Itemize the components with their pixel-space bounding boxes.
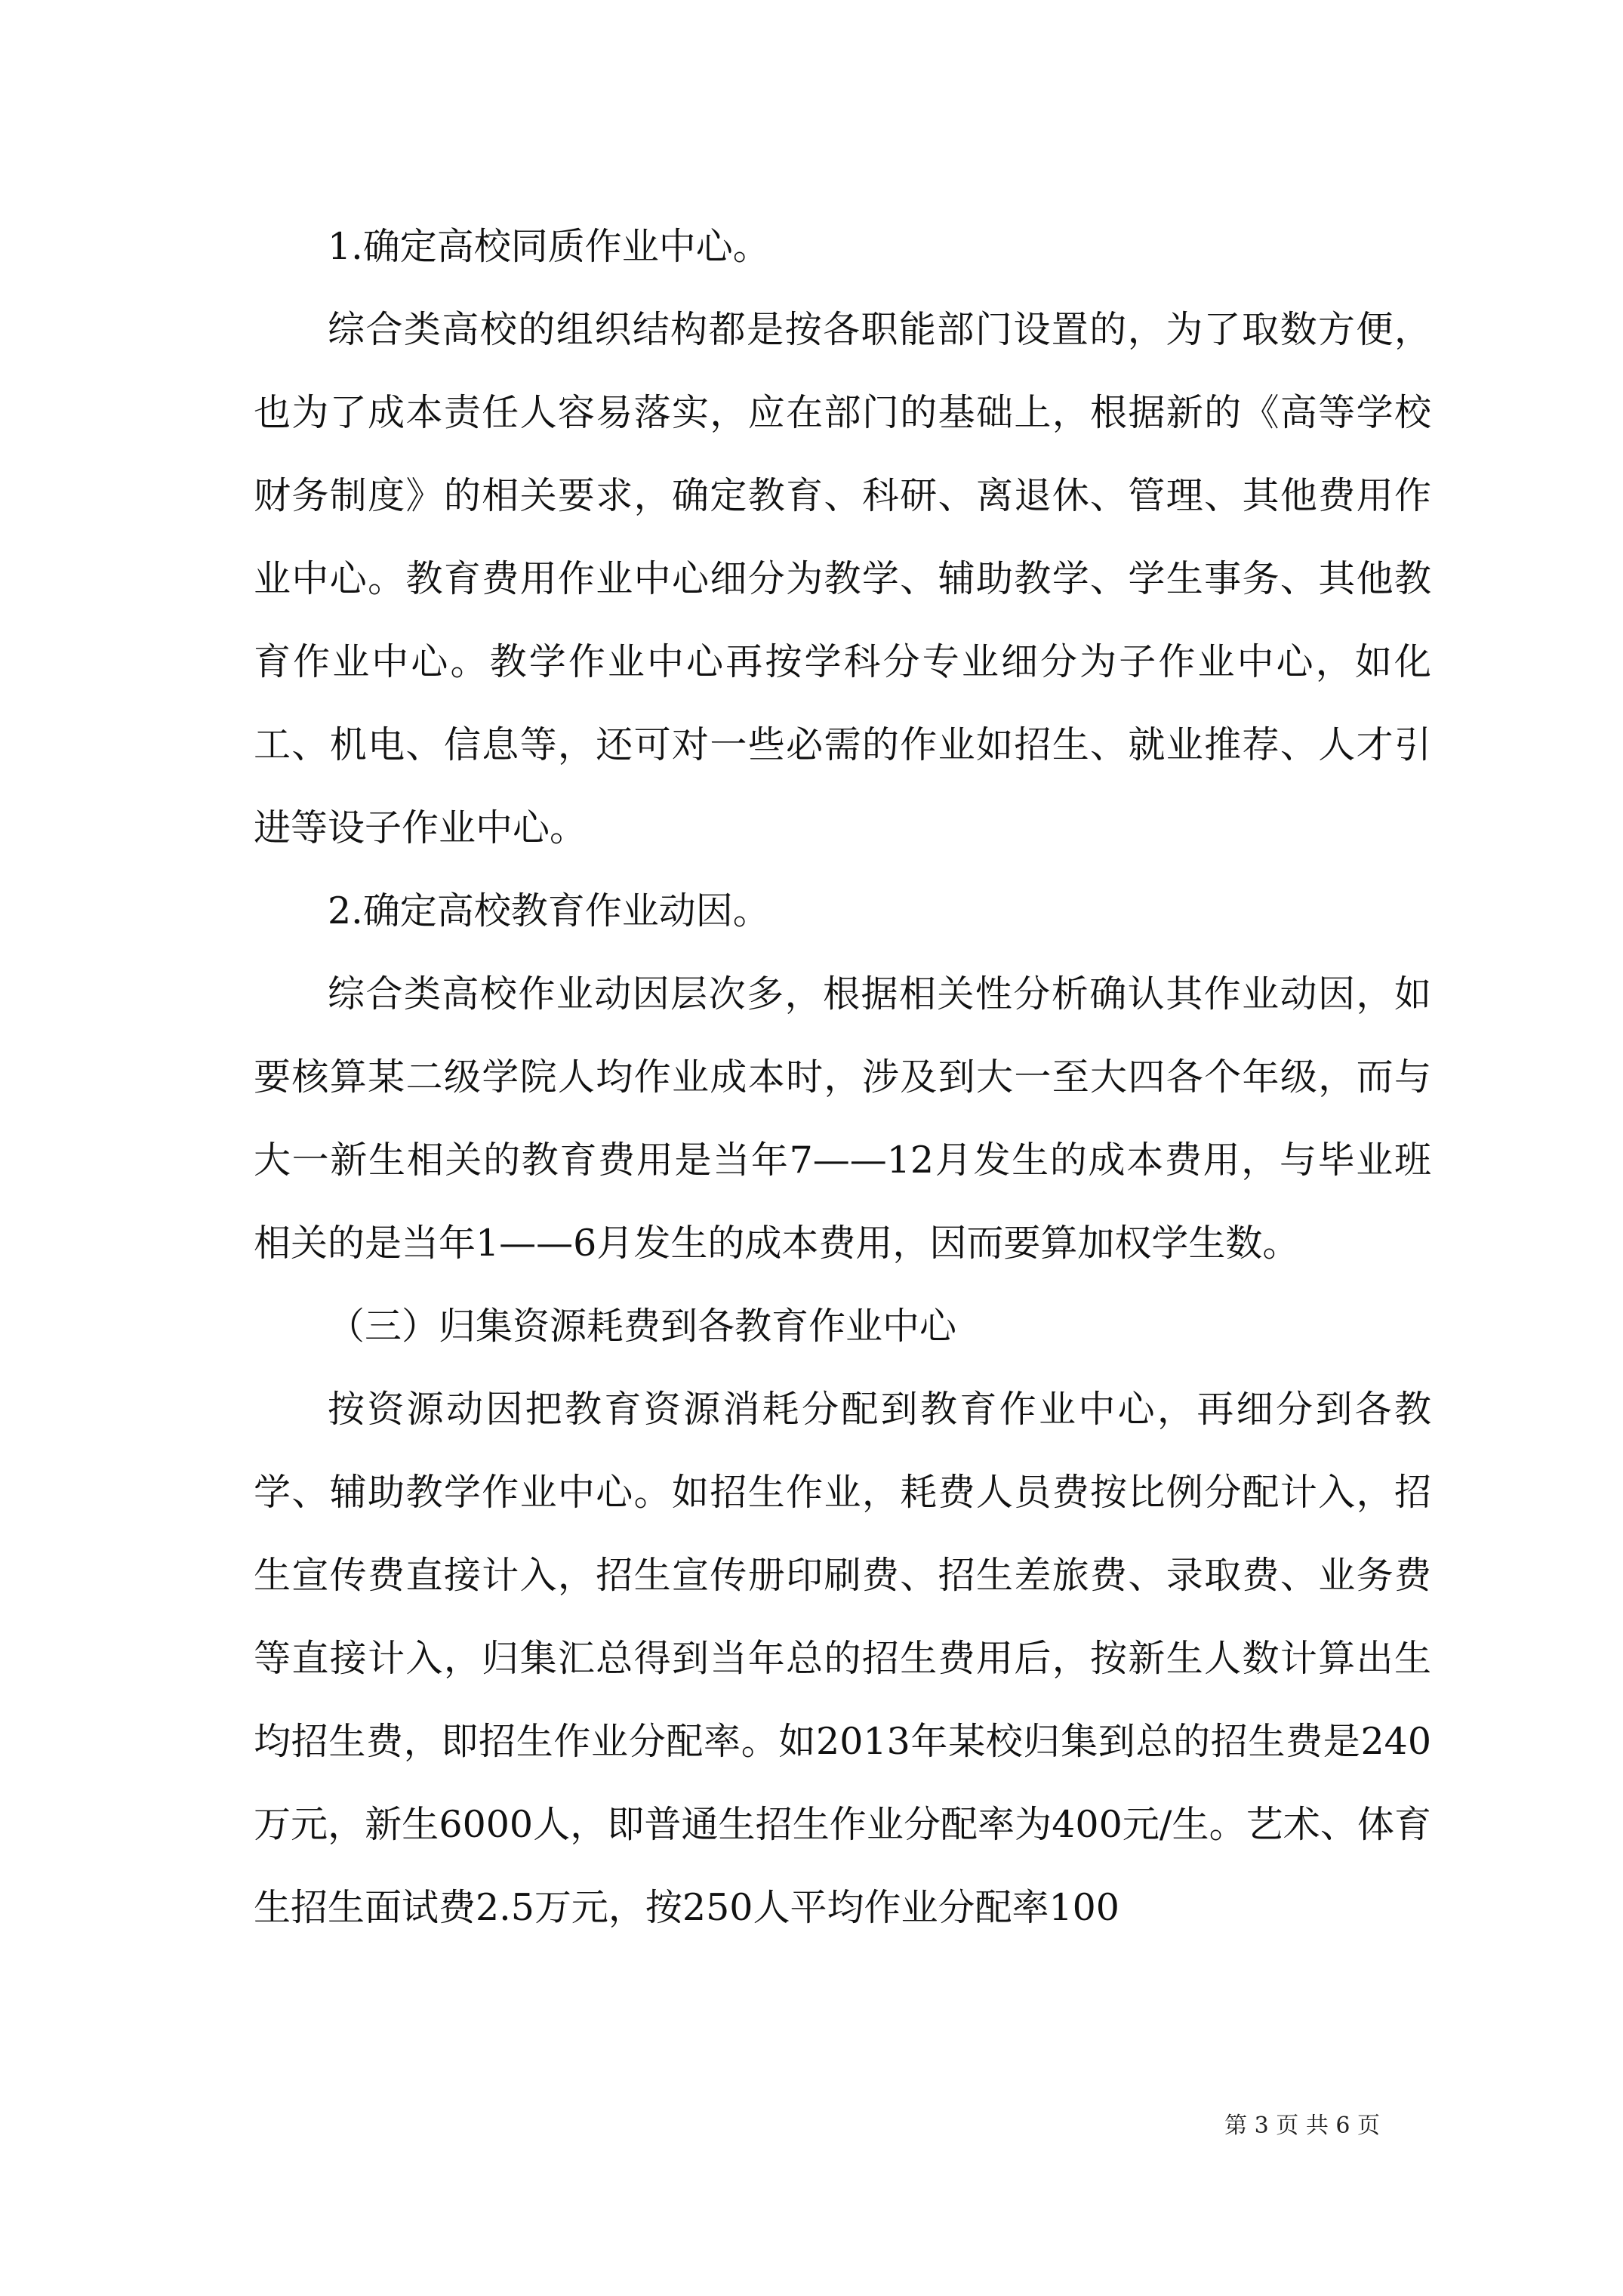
paragraph-heading-2: 2.确定高校教育作业动因。: [328, 889, 770, 932]
page-number-footer: 第 3 页 共 6 页: [1224, 2113, 1380, 2139]
paragraph-body-3: 按资源动因把教育资源消耗分配到教育作业中心，再细分到各教学、辅助教学作业中心。如招生作业，耗费人员费按比例分配计入，招生宣传费直接计入，招生宣传册印刷费、招生差旅费、录取费、业务费等直接计入，归集汇总得到当年总的招生费用后，按新生人数计算出生均招生费，即招生作业分配率。如2013年某校归集到总的招生费是240万元，新生6000人，即普通生招生作业分配率为400元/生。艺术、体育生招生面试费2.5万元，按250人平均作业分配率100: [254, 1388, 1431, 1929]
paragraph-body-1: 综合类高校的组织结构都是按各职能部门设置的，为了取数方便，也为了成本责任人容易落实，应在部门的基础上，根据新的《高等学校财务制度》的相关要求，确定教育、科研、离退休、管理、其他费用作业中心。教育费用作业中心细分为教学、辅助教学、学生事务、其他教育作业中心。教学作业中心再按学科分专业细分为子作业中心，如化工、机电、信息等，还可对一些必需的作业如招生、就业推荐、人才引进等设子作业中心。: [254, 308, 1431, 849]
paragraph-body-2: 综合类高校作业动因层次多，根据相关性分析确认其作业动因，如要核算某二级学院人均作业成本时，涉及到大一至大四各个年级，而与大一新生相关的教育费用是当年7——12月发生的成本费用，与毕业班相关的是当年1——6月发生的成本费用，因而要算加权学生数。: [254, 972, 1431, 1265]
document-body: [254, 205, 1431, 1949]
paragraph-heading-1: 1.确定高校同质作业中心。: [328, 225, 770, 268]
section-heading-3: （三）归集资源耗费到各教育作业中心: [328, 1305, 957, 1348]
